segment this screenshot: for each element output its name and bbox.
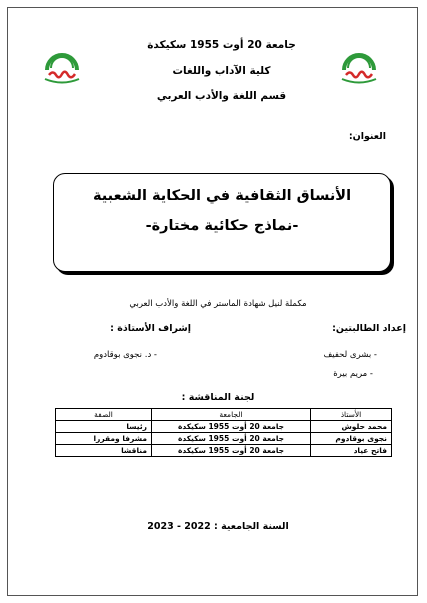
table-row xyxy=(56,421,392,433)
degree-subtitle: مكملة لنيل شهادة الماستر في اللغة والأدب العربي xyxy=(129,299,307,309)
member-role: رئيسا xyxy=(56,421,152,433)
supervisor-label: إشراف الأستاذة : xyxy=(110,323,191,334)
member-university: جامعة 20 أوت 1955 سكيكدة xyxy=(152,421,311,433)
table-row xyxy=(56,433,392,445)
student-name-1: - بشرى لحفيف xyxy=(323,350,377,360)
thesis-title-line2: -نماذج حكائية مختارة- xyxy=(145,218,299,234)
member-name: محمد حلوش xyxy=(311,421,392,433)
title-label: العنوان: xyxy=(348,131,386,142)
university-logo-left xyxy=(41,46,83,88)
table-row xyxy=(56,445,392,457)
table-header-row xyxy=(56,409,392,421)
faculty-name: كلية الآداب واللغات xyxy=(172,65,271,77)
member-name: نجوى بوقادوم xyxy=(311,433,392,445)
university-name: جامعة 20 أوت 1955 سكيكدة xyxy=(147,39,296,51)
header-role: الصفة xyxy=(56,409,152,421)
committee-label: لجنة المناقشة : xyxy=(181,392,255,403)
department-name: قسم اللغة والأدب العربي xyxy=(156,90,287,102)
header-professor: الأستاذ xyxy=(311,409,392,421)
thesis-title-box xyxy=(53,173,391,272)
thesis-title-line1: الأنساق الثقافية في الحكاية الشعبية xyxy=(92,188,352,204)
academic-year: السنة الجامعية : 2022 - 2023 xyxy=(147,521,289,532)
student-name-2: - مريم بيرة xyxy=(333,369,373,379)
header-university: الجامعة xyxy=(152,409,311,421)
member-role: مناقشا xyxy=(56,445,152,457)
students-label: إعداد الطالبتين: xyxy=(332,323,406,334)
committee-table xyxy=(55,408,392,457)
document-page xyxy=(7,7,418,596)
member-university: جامعة 20 أوت 1955 سكيكدة xyxy=(152,445,311,457)
member-university: جامعة 20 أوت 1955 سكيكدة xyxy=(152,433,311,445)
university-logo-right xyxy=(338,46,380,88)
supervisor-name: - د. نجوى بوقادوم xyxy=(93,350,157,360)
member-role: مشرفا ومقررا xyxy=(56,433,152,445)
member-name: فاتح عياد xyxy=(311,445,392,457)
